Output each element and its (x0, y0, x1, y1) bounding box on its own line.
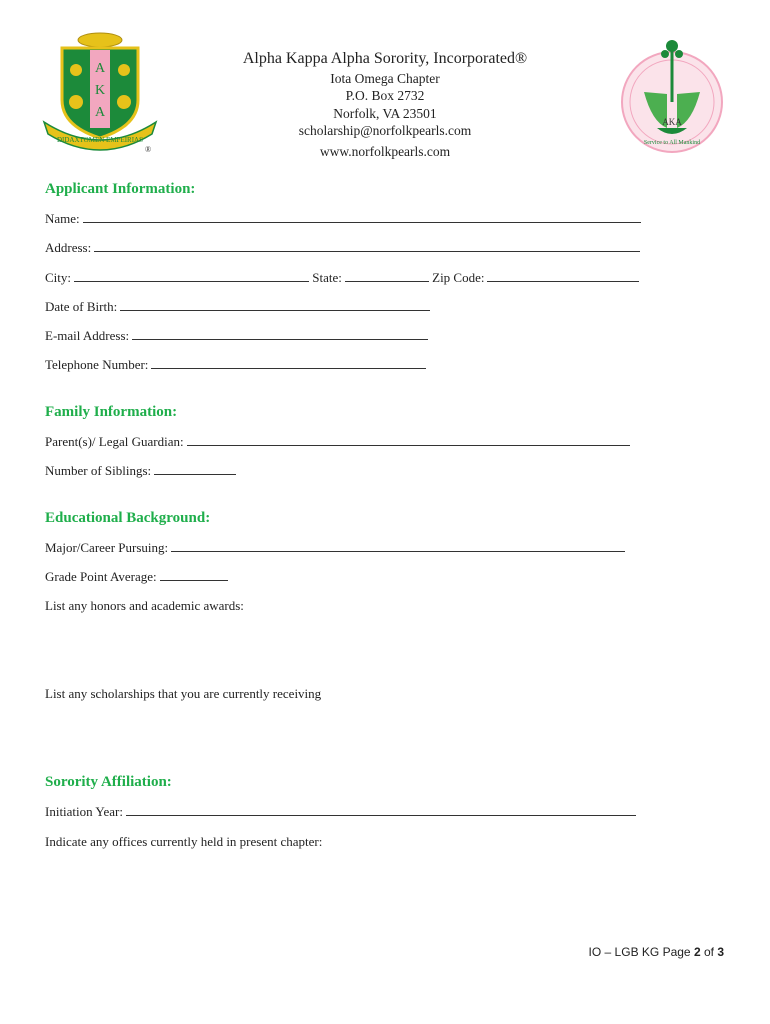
major-blank[interactable] (171, 540, 625, 552)
seal-text: Service to All Mankind (643, 140, 701, 146)
header-email[interactable]: scholarship@norfolkpearls.com (298, 123, 472, 138)
svg-text:A: A (94, 105, 106, 120)
guardian-field[interactable] (45, 434, 630, 450)
city-state-zip: Norfolk, VA 23501 (333, 106, 437, 121)
dob-blank[interactable] (120, 299, 430, 311)
name-label: Name: (45, 211, 80, 226)
guardian-label: Parent(s)/ Legal Guardian: (45, 434, 184, 449)
address-blank[interactable] (94, 240, 640, 252)
honors-prompt: List any honors and academic awards: (45, 598, 244, 613)
header-title: Alpha Kappa Alpha Sorority, Incorporated® (242, 50, 528, 67)
siblings-field[interactable] (45, 463, 236, 479)
initiation-year-label: Initiation Year: (45, 804, 123, 819)
zip-blank[interactable] (487, 270, 639, 282)
phone-field[interactable] (45, 357, 426, 373)
crest-motto: DIDAXTOMEN EMPEIRIAS (56, 136, 144, 144)
dob-label: Date of Birth: (45, 299, 118, 314)
header-website[interactable]: www.norfolkpearls.com (319, 144, 451, 159)
gpa-field[interactable] (45, 569, 228, 585)
email-field[interactable] (45, 328, 428, 344)
gpa-blank[interactable] (160, 569, 228, 581)
initiation-year-field[interactable] (45, 804, 636, 820)
guardian-blank[interactable] (187, 434, 630, 446)
svg-text:A: A (94, 61, 106, 76)
dob-field[interactable] (45, 299, 430, 315)
city-label: City: (45, 270, 72, 285)
section-sorority-heading: Sorority Affiliation: (45, 774, 172, 790)
siblings-label: Number of Siblings: (45, 463, 152, 478)
footer-total: 3 (717, 945, 724, 959)
chapter-name: Iota Omega Chapter (330, 71, 440, 86)
major-field[interactable] (45, 540, 625, 556)
section-education-heading: Educational Background: (45, 510, 211, 526)
major-label: Major/Career Pursuing: (45, 540, 169, 555)
footer-page: 2 (693, 945, 701, 959)
seal-letters: AKA (662, 117, 682, 127)
zip-label: Zip Code: (432, 270, 485, 285)
scholarships-prompt: List any scholarships that you are currently receiving (45, 686, 322, 701)
initiation-year-blank[interactable] (126, 804, 636, 816)
city-state-zip-field[interactable] (45, 270, 639, 286)
name-field[interactable] (45, 211, 641, 227)
footer-prefix: IO – LGB KG Page (588, 945, 694, 959)
phone-label: Telephone Number: (45, 357, 149, 372)
name-blank[interactable] (83, 211, 641, 223)
siblings-blank[interactable] (154, 463, 236, 475)
gpa-label: Grade Point Average: (45, 569, 157, 584)
offices-prompt: Indicate any offices currently held in present chapter: (45, 834, 323, 849)
address-field[interactable] (45, 240, 640, 256)
state-blank[interactable] (345, 270, 429, 282)
phone-blank[interactable] (151, 357, 426, 369)
footer-of: of (700, 945, 718, 959)
registered-mark: ® (144, 145, 152, 154)
state-label: State: (312, 270, 342, 285)
email-label: E-mail Address: (45, 328, 130, 343)
email-blank[interactable] (132, 328, 428, 340)
section-family-heading: Family Information: (45, 404, 178, 420)
address-label: Address: (45, 240, 92, 255)
city-blank[interactable] (74, 270, 309, 282)
svg-text:K: K (94, 83, 106, 98)
section-applicant-heading: Applicant Information: (45, 181, 196, 197)
po-box: P.O. Box 2732 (345, 88, 425, 103)
page-footer (589, 945, 724, 959)
